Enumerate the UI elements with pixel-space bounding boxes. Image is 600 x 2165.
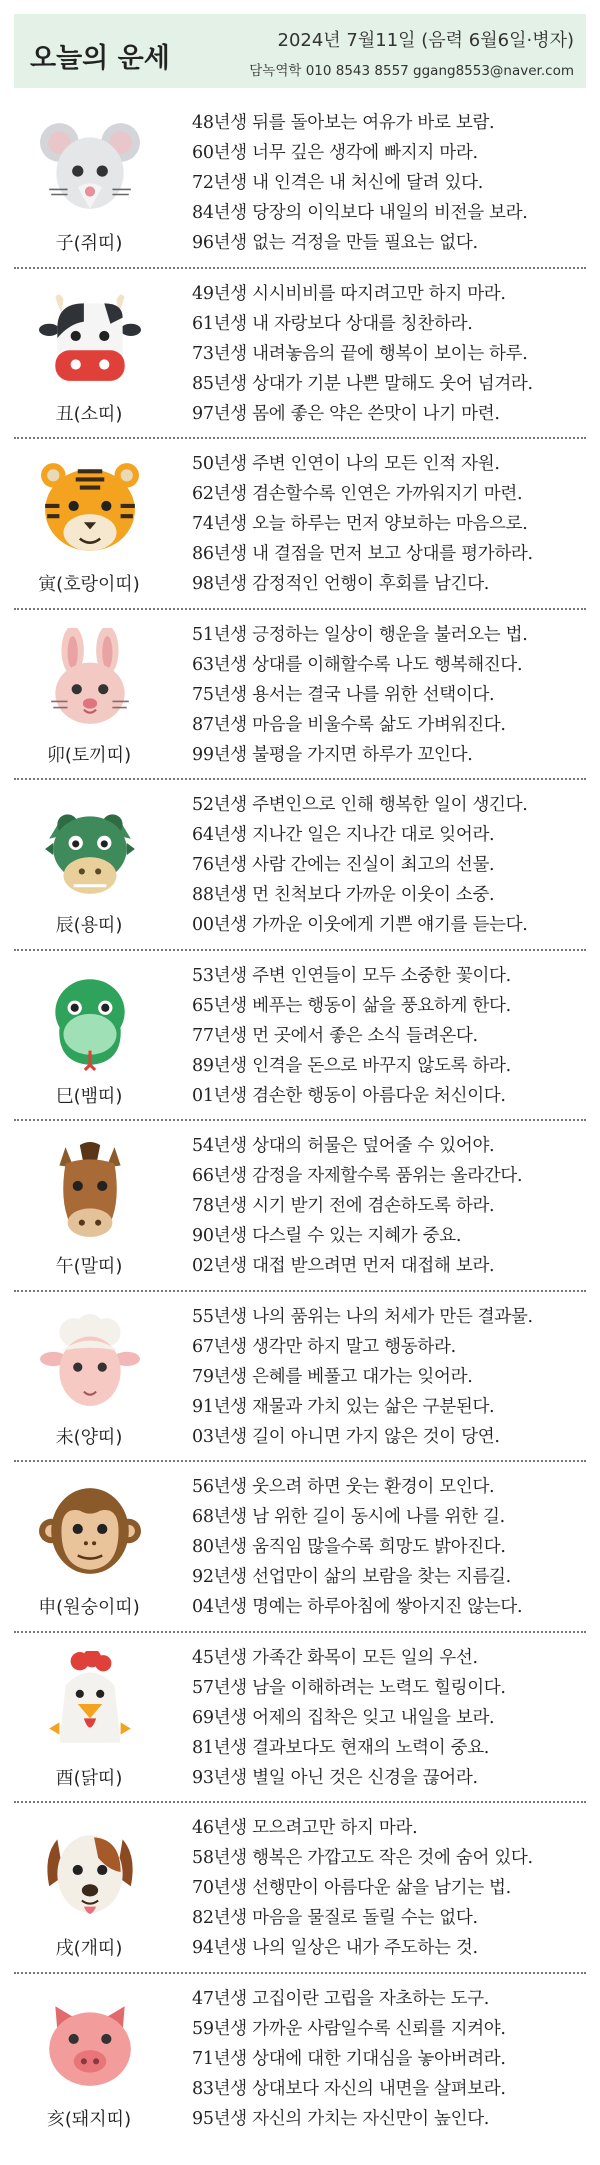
fortune-line: 72년생 내 인격은 내 처신에 달려 있다. [192, 173, 483, 193]
fortune-line: 95년생 자신의 가치는 자신만이 높인다. [192, 2108, 490, 2129]
zodiac-row [14, 1633, 586, 1804]
page-title: 오늘의 운세 [30, 43, 170, 74]
fortune-line: 82년생 마음을 물질로 돌릴 수는 없다. [192, 1908, 478, 1928]
fortune-line: 03년생 길이 아니면 가지 않은 것이 당연. [192, 1426, 500, 1447]
zodiac-row [14, 1292, 586, 1463]
fortune-line: 71년생 상대에 대한 기대심을 놓아버려라. [192, 2048, 506, 2069]
zodiac-list [14, 98, 586, 2144]
fortune-line: 73년생 내려놓음의 끝에 행복이 보이는 하루. [192, 343, 528, 364]
zodiac-row [14, 780, 586, 951]
fortune-lines [192, 279, 586, 429]
rooster-icon [39, 1651, 141, 1753]
zodiac-label: 戌(개띠) [55, 1938, 123, 1959]
fortune-line: 49년생 시시비비를 따지려고만 하지 마라. [192, 283, 506, 304]
fortune-lines [192, 1813, 586, 1963]
fortune-line: 76년생 사람 간에는 진실이 최고의 선물. [192, 855, 495, 875]
fortune-line: 47년생 고집이란 고립을 자초하는 도구. [192, 1988, 490, 2009]
fortune-line: 54년생 상대의 허물은 덮어줄 수 있어야. [192, 1136, 495, 1156]
fortune-lines [192, 1302, 586, 1452]
snake-icon [39, 969, 141, 1071]
fortune-line: 04년생 명예는 하루아침에 쌓아지진 않는다. [192, 1597, 523, 1617]
sheep-icon [39, 1310, 141, 1412]
contact-line: 담녹역학 010 8543 8557 ggang8553@naver.com [249, 63, 574, 79]
fortune-lines [192, 1131, 586, 1281]
zodiac-label: 辰(용띠) [55, 915, 123, 936]
fortune-line: 85년생 상대가 기분 나쁜 말해도 웃어 넘겨라. [192, 373, 533, 394]
zodiac-label: 申(원숭이띠) [38, 1597, 140, 1618]
fortune-lines [192, 1472, 586, 1622]
fortune-line: 61년생 내 자랑보다 상대를 칭찬하라. [192, 313, 473, 334]
fortune-line: 99년생 불평을 가지면 하루가 꼬인다. [192, 744, 473, 765]
fortune-line: 57년생 남을 이해하려는 노력도 힐링이다. [192, 1677, 506, 1698]
fortune-line: 97년생 몸에 좋은 약은 쓴맛이 나기 마련. [192, 403, 500, 424]
fortune-line: 65년생 베푸는 행동이 삶을 풍요하게 한다. [192, 995, 511, 1016]
fortune-line: 00년생 가까운 이웃에게 기쁜 얘기를 듣는다. [192, 915, 528, 935]
fortune-line: 96년생 없는 걱정을 만들 필요는 없다. [192, 233, 478, 253]
fortune-line: 89년생 인격을 돈으로 바꾸지 않도록 하라. [192, 1055, 511, 1076]
fortune-lines [192, 108, 586, 258]
zodiac-label: 丑(소띠) [55, 403, 123, 425]
fortune-line: 98년생 감정적인 언행이 후회를 남긴다. [192, 574, 490, 594]
zodiac-row [14, 1803, 586, 1974]
fortune-line: 86년생 내 결점을 먼저 보고 상대를 평가하라. [192, 544, 533, 564]
fortune-line: 92년생 선업만이 삶의 보람을 찾는 지름길. [192, 1567, 511, 1587]
fortune-lines [192, 620, 586, 770]
tiger-icon [39, 457, 141, 559]
pig-icon [39, 1992, 141, 2094]
horse-icon [39, 1139, 141, 1241]
fortune-line: 50년생 주변 인연이 나의 모든 인적 자원. [192, 454, 500, 474]
fortune-line: 58년생 행복은 가깝고도 작은 것에 숨어 있다. [192, 1848, 533, 1868]
fortune-line: 45년생 가족간 화목이 모든 일의 우선. [192, 1647, 478, 1668]
zodiac-row [14, 269, 586, 440]
zodiac-label: 酉(닭띠) [55, 1767, 123, 1789]
fortune-line: 53년생 주변 인연들이 모두 소중한 꽃이다. [192, 965, 511, 986]
zodiac-label: 未(양띠) [55, 1426, 123, 1448]
header-banner [14, 14, 586, 88]
zodiac-label: 子(쥐띠) [55, 233, 123, 254]
fortune-line: 75년생 용서는 결국 나를 위한 선택이다. [192, 684, 495, 705]
fortune-line: 64년생 지나간 일은 지나간 대로 잊어라. [192, 825, 495, 845]
zodiac-row [14, 1462, 586, 1633]
fortune-line: 55년생 나의 품위는 나의 처세가 만든 결과물. [192, 1306, 533, 1327]
fortune-line: 68년생 남 위한 길이 동시에 나를 위한 길. [192, 1507, 505, 1527]
fortune-line: 46년생 모으려고만 하지 마라. [192, 1818, 418, 1838]
fortune-line: 70년생 선행만이 아름다운 삶을 남기는 법. [192, 1878, 511, 1898]
monkey-icon [39, 1480, 141, 1582]
zodiac-row [14, 439, 586, 610]
fortune-line: 48년생 뒤를 돌아보는 여유가 바로 보람. [192, 113, 495, 133]
fortune-lines [192, 1984, 586, 2134]
fortune-line: 79년생 은혜를 베풀고 대가는 잊어라. [192, 1366, 473, 1387]
rat-icon [39, 116, 141, 218]
zodiac-row [14, 951, 586, 1122]
zodiac-row [14, 1121, 586, 1292]
fortune-lines [192, 449, 586, 599]
ox-icon [39, 287, 141, 389]
fortune-line: 66년생 감정을 자제할수록 품위는 올라간다. [192, 1166, 523, 1186]
fortune-line: 78년생 시기 받기 전에 겸손하도록 하라. [192, 1196, 495, 1216]
dragon-icon [39, 798, 141, 900]
fortune-line: 59년생 가까운 사람일수록 신뢰를 지켜야. [192, 2018, 506, 2039]
fortune-line: 80년생 움직임 많을수록 희망도 밝아진다. [192, 1537, 506, 1557]
fortune-line: 91년생 재물과 가치 있는 삶은 구분된다. [192, 1396, 495, 1417]
zodiac-row [14, 1974, 586, 2145]
fortune-lines [192, 1643, 586, 1793]
fortune-line: 52년생 주변인으로 인해 행복한 일이 생긴다. [192, 795, 528, 815]
fortune-line: 81년생 결과보다도 현재의 노력이 중요. [192, 1737, 490, 1758]
zodiac-label: 巳(뱀띠) [55, 1085, 123, 1107]
fortune-line: 51년생 긍정하는 일상이 행운을 불러오는 법. [192, 624, 528, 645]
zodiac-row [14, 98, 586, 269]
fortune-line: 69년생 어제의 집착은 잊고 내일을 보라. [192, 1707, 495, 1728]
zodiac-row [14, 610, 586, 781]
fortune-line: 94년생 나의 일상은 내가 주도하는 것. [192, 1938, 478, 1958]
fortune-line: 84년생 당장의 이익보다 내일의 비전을 보라. [192, 203, 528, 223]
fortune-line: 83년생 상대보다 자신의 내면을 살펴보라. [192, 2078, 506, 2099]
fortune-line: 74년생 오늘 하루는 먼저 양보하는 마음으로. [192, 514, 528, 534]
dog-icon [39, 1821, 141, 1923]
fortune-line: 62년생 겸손할수록 인연은 가까워지기 마련. [192, 484, 523, 504]
zodiac-label: 亥(돼지띠) [46, 2108, 132, 2130]
zodiac-label: 寅(호랑이띠) [38, 574, 140, 595]
fortune-line: 01년생 겸손한 행동이 아름다운 처신이다. [192, 1085, 506, 1106]
fortune-line: 93년생 별일 아닌 것은 신경을 끊어라. [192, 1767, 478, 1788]
fortune-line: 60년생 너무 깊은 생각에 빠지지 마라. [192, 143, 478, 163]
date-line: 2024년 7월11일 (음력 6월6일·병자) [277, 30, 574, 51]
fortune-line: 88년생 먼 친척보다 가까운 이웃이 소중. [192, 885, 495, 905]
fortune-line: 63년생 상대를 이해할수록 나도 행복해진다. [192, 654, 523, 675]
zodiac-label: 午(말띠) [55, 1256, 123, 1277]
fortune-line: 02년생 대접 받으려면 먼저 대접해 보라. [192, 1256, 495, 1276]
fortune-line: 87년생 마음을 비울수록 삶도 가벼워진다. [192, 714, 506, 735]
fortune-line: 67년생 생각만 하지 말고 행동하라. [192, 1336, 456, 1357]
fortune-lines [192, 790, 586, 940]
fortune-lines [192, 961, 586, 1111]
fortune-line: 90년생 다스릴 수 있는 지혜가 중요. [192, 1226, 462, 1246]
rabbit-icon [39, 628, 141, 730]
zodiac-label: 卯(토끼띠) [46, 744, 132, 766]
fortune-line: 56년생 웃으려 하면 웃는 환경이 모인다. [192, 1477, 495, 1497]
fortune-line: 77년생 먼 곳에서 좋은 소식 들려온다. [192, 1025, 478, 1046]
